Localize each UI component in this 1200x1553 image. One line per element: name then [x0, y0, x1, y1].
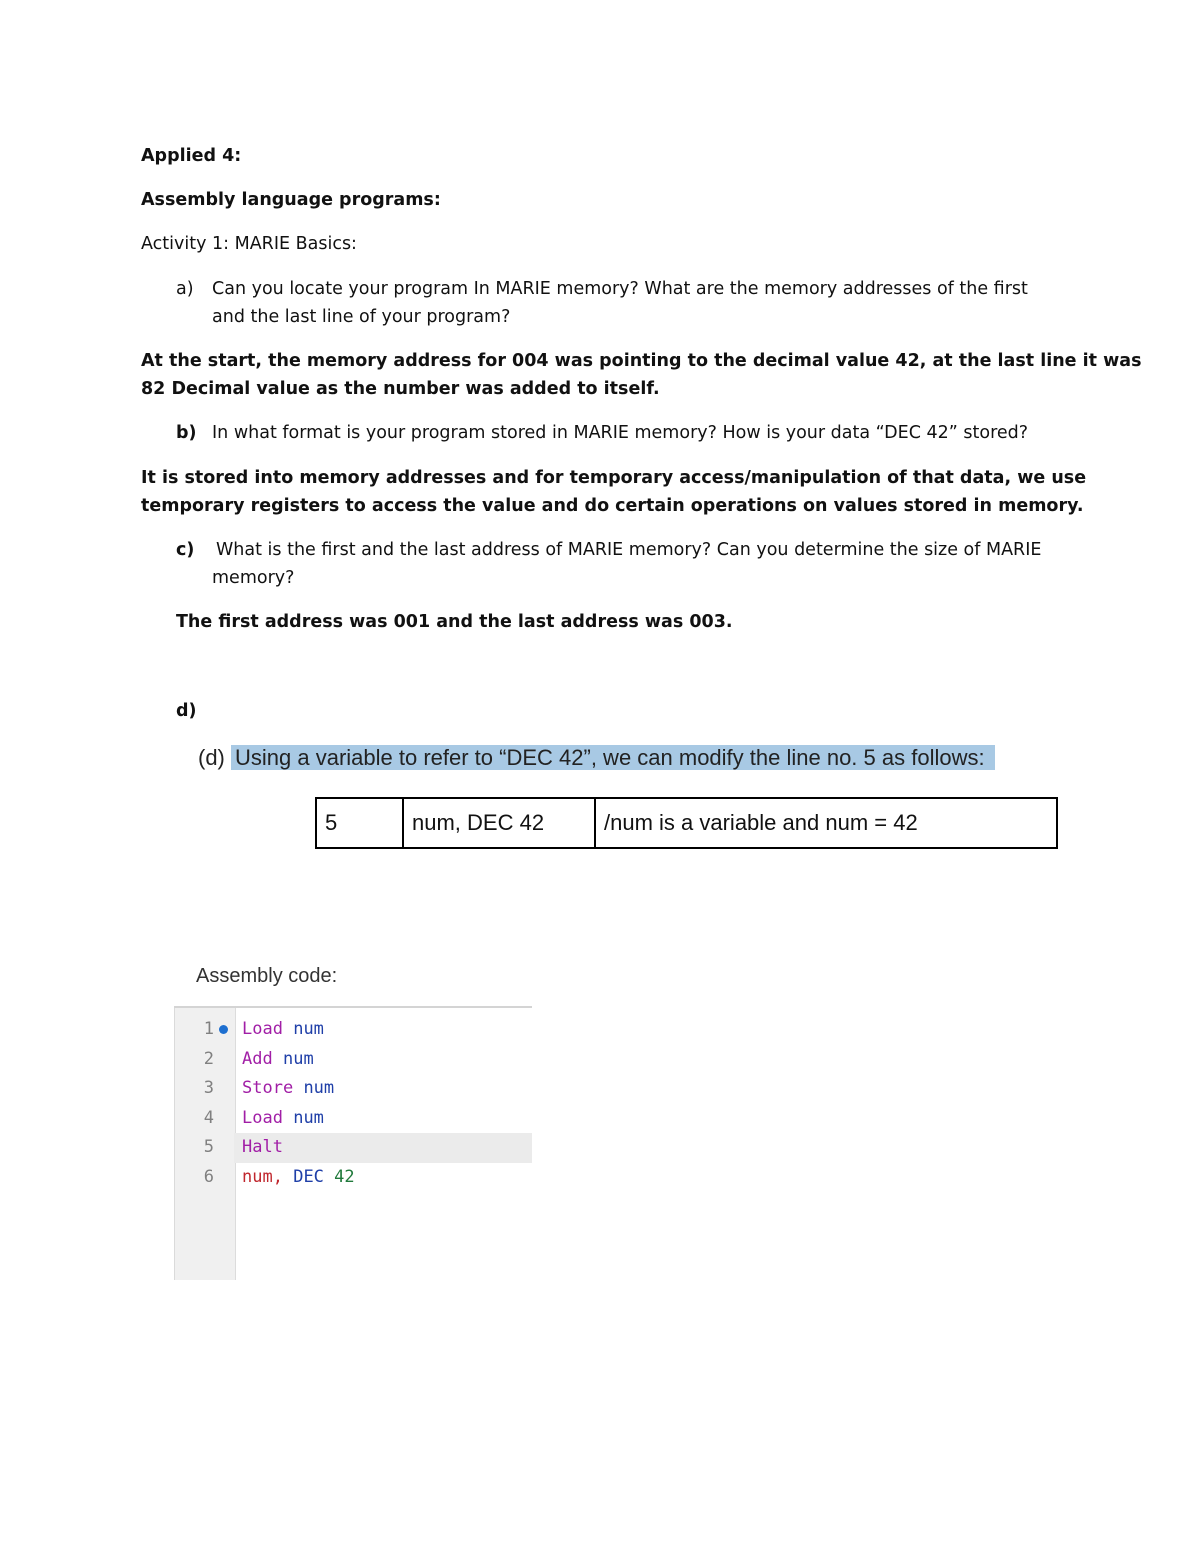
activity-title: Activity 1: MARIE Basics: [141, 234, 357, 254]
answer-a-line1: At the start, the memory address for 004 was pointing to the decimal value 42, at the last line it was [141, 351, 1142, 371]
code-line-active[interactable] [203, 1133, 532, 1163]
code-op: Load [242, 1019, 283, 1039]
question-c-label: c) [176, 540, 195, 560]
code-line[interactable] [174, 1163, 532, 1193]
snippet-caption [198, 742, 995, 774]
code-op: Store [242, 1078, 294, 1098]
question-b-text: In what format is your program stored in MARIE memory? How is your data “DEC 42” stored? [212, 423, 1029, 443]
question-b-label: b) [176, 423, 197, 443]
line-number: 3 [203, 1078, 214, 1098]
code-arg: num [282, 1048, 314, 1069]
question-a-line1 [176, 275, 1028, 303]
code-op: Load [242, 1107, 283, 1128]
line-number-cell: 5 [316, 798, 403, 848]
question-c-text: What is the first and the last address of MARIE memory? Can you determine the size of MARIE [216, 540, 1042, 560]
question-a-line2: and the last line of your program? [212, 307, 511, 327]
code-label: num, [242, 1166, 283, 1187]
breakpoint-dot-icon[interactable] [219, 1025, 228, 1034]
code-editor[interactable] [174, 1006, 532, 1280]
instruction-cell: num, DEC 42 [403, 798, 595, 848]
modified-line-table [315, 797, 1058, 849]
code-line[interactable] [174, 1045, 532, 1075]
question-a-text: Can you locate your program In MARIE memory? What are the memory addresses of the first [212, 279, 1028, 299]
line-number: 2 [203, 1048, 214, 1069]
line-number: 1 [203, 1019, 214, 1039]
code-arg: num [293, 1107, 324, 1128]
question-b [176, 419, 1028, 447]
code-line[interactable] [174, 1015, 532, 1045]
code-line[interactable] [174, 1074, 532, 1104]
comment-cell: /num is a variable and num = 42 [595, 798, 1057, 848]
code-arg: num [293, 1019, 324, 1039]
question-c-line2: memory? [212, 568, 295, 588]
answer-b-line2: temporary registers to access the value and do certain operations on values stored in memory. [141, 496, 1084, 516]
answer-a-line2: 82 Decimal value as the number was added to itself. [141, 379, 660, 399]
doc-subheading: Assembly language programs: [141, 190, 441, 210]
line-number: 6 [203, 1166, 214, 1187]
answer-c: The first address was 001 and the last address was 003. [176, 612, 733, 632]
doc-heading: Applied 4: [141, 146, 242, 166]
code-arg: num [303, 1078, 335, 1098]
line-number: 4 [203, 1107, 214, 1128]
code-op: Add [242, 1048, 273, 1069]
snippet-highlighted-text: Using a variable to refer to “DEC 42”, we can modify the line no. 5 as follows: [231, 745, 995, 770]
question-d-label: d) [176, 701, 197, 721]
code-directive: DEC [293, 1166, 324, 1187]
question-c-line1 [176, 536, 1041, 564]
assembly-code-title: Assembly code: [196, 965, 338, 987]
code-op: Halt [242, 1137, 283, 1157]
line-number: 5 [203, 1137, 214, 1157]
code-value: 42 [334, 1166, 355, 1187]
question-a-label: a) [176, 279, 194, 299]
table-row [316, 798, 1057, 848]
snippet-prefix: (d) [198, 745, 225, 770]
answer-b-line1: It is stored into memory addresses and for temporary access/manipulation of that data, we use [141, 468, 1087, 488]
code-line[interactable] [174, 1104, 532, 1134]
